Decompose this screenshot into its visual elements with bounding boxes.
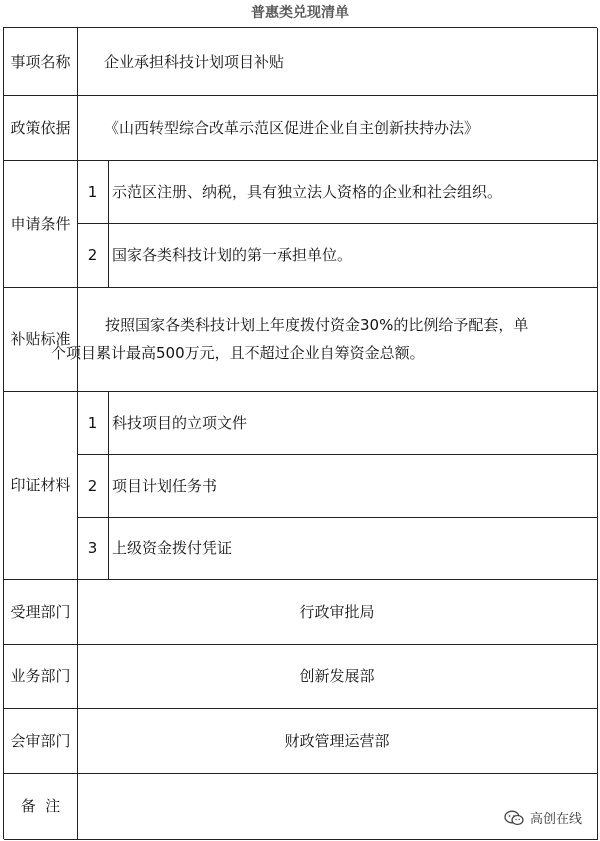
condition-number: 2 <box>87 246 98 264</box>
conditions-label: 申请条件 <box>10 214 71 233</box>
wechat-icon <box>504 810 524 826</box>
checklist-table <box>3 27 597 839</box>
subsidy-standard-label: 补贴标准 <box>10 330 71 348</box>
item-name-label: 事项名称 <box>10 52 71 71</box>
subsidy-standard-line-1: 按照国家各类科技计划上年度拨付资金30%的比例给予配套，单 <box>105 316 529 334</box>
subsidy-standard-value <box>51 287 597 391</box>
material-number: 3 <box>87 539 98 557</box>
item-name-value: 企业承担科技计划项目补贴 <box>104 52 285 71</box>
review-dept-value: 财政管理运营部 <box>284 731 390 750</box>
policy-basis-value: 《山西转型综合改革示范区促进企业自主创新扶持办法》 <box>104 118 480 137</box>
watermark-text: 高创在线 <box>529 812 582 827</box>
subsidy-standard-line-2: 个项目累计最高500万元，且不超过企业自筹资金总额。 <box>51 344 425 362</box>
business-dept-value: 创新发展部 <box>299 667 375 685</box>
material-text: 上级资金拨付凭证 <box>112 539 233 557</box>
condition-number: 1 <box>87 182 98 201</box>
review-dept-label: 会审部门 <box>10 731 71 750</box>
policy-basis-label: 政策依据 <box>10 118 71 137</box>
condition-text: 国家各类科技计划的第一承担单位。 <box>112 246 353 264</box>
document-title: 普惠类兑现清单 <box>251 5 349 21</box>
wechat-watermark <box>504 808 582 827</box>
material-number: 1 <box>87 413 98 432</box>
materials-label: 印证材料 <box>10 476 71 494</box>
remarks-label: 备 注 <box>20 797 61 815</box>
remarks-value <box>77 773 597 839</box>
material-number: 2 <box>87 476 98 495</box>
accepting-dept-label: 受理部门 <box>10 602 71 621</box>
material-text: 项目计划任务书 <box>112 476 218 495</box>
business-dept-label: 业务部门 <box>10 667 71 685</box>
condition-text: 示范区注册、纳税，具有独立法人资格的企业和社会组织。 <box>112 182 503 201</box>
accepting-dept-value: 行政审批局 <box>299 602 375 621</box>
material-text: 科技项目的立项文件 <box>112 413 248 432</box>
